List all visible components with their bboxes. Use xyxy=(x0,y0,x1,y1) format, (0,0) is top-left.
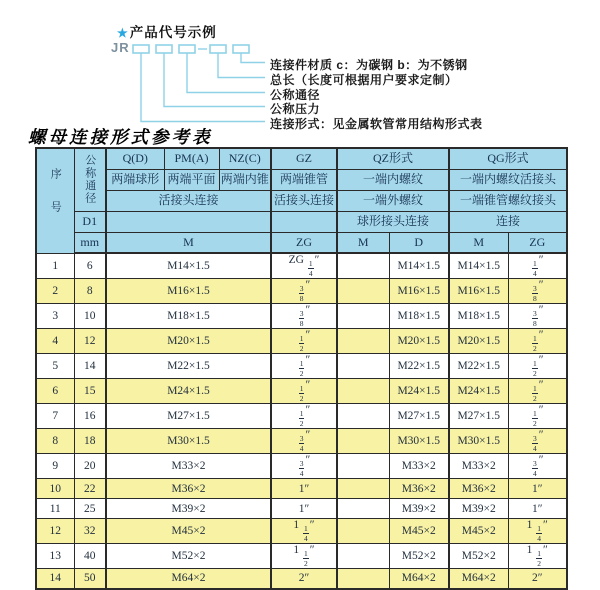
header-conn-qg: 一端锥管螺纹接头 xyxy=(449,190,567,211)
cell-seq: 6 xyxy=(36,379,74,404)
cell-qg-m: M64×2 xyxy=(449,569,508,589)
header-desc-pma: 两端平面 xyxy=(164,169,219,190)
table-row xyxy=(36,479,567,499)
cell-gz: ZG $\frac{1}{4}$ ″ xyxy=(271,253,337,279)
code-box-4 xyxy=(210,45,226,53)
cell-qg-m: M20×1.5 xyxy=(449,329,508,354)
header-desc-qg: 一端内螺纹活接头 xyxy=(449,169,567,190)
cell-dn: 15 xyxy=(74,379,106,404)
cell-qz-m xyxy=(337,404,389,429)
cell-seq: 12 xyxy=(36,519,74,544)
cell-qz-m xyxy=(337,304,389,329)
header-conn: 连接 xyxy=(449,211,567,232)
cell-qz-m xyxy=(337,354,389,379)
cell-qg-zg: 2″ xyxy=(508,569,567,589)
cell-dn: 14 xyxy=(74,354,106,379)
cell-seq: 13 xyxy=(36,544,74,569)
code-box-2 xyxy=(156,45,172,53)
cell-qz-d: M22×1.5 xyxy=(389,354,449,379)
unit-m-qg: M xyxy=(449,232,508,253)
table-row xyxy=(36,354,567,379)
cell-qg-zg: 1 $\frac{1}{2}$ ″ xyxy=(508,544,567,569)
cell-qz-m xyxy=(337,499,389,519)
star-icon: ★ xyxy=(117,26,128,40)
table-row xyxy=(36,544,567,569)
header-conn-qz: 一端外螺纹 xyxy=(337,190,449,211)
table-row xyxy=(36,404,567,429)
cell-gz: 1 $\frac{1}{2}$ ″ xyxy=(271,544,337,569)
cell-qg-m: M36×2 xyxy=(449,479,508,499)
cell-qg-zg: $\frac{1}{2}$ ″ xyxy=(508,379,567,404)
cell-qz-d: M36×2 xyxy=(389,479,449,499)
cell-dn: 22 xyxy=(74,479,106,499)
cell-qz-m xyxy=(337,279,389,304)
unit-zg-gz: ZG xyxy=(271,232,337,253)
cell-qz-d: M18×1.5 xyxy=(389,304,449,329)
cell-m: M16×1.5 xyxy=(106,279,271,304)
cell-seq: 8 xyxy=(36,429,74,454)
cell-qz-m xyxy=(337,379,389,404)
cell-qz-d: M20×1.5 xyxy=(389,329,449,354)
col-header-mm: mm xyxy=(74,232,106,253)
diagram-title-text: 产品代号示例 xyxy=(129,25,217,40)
cell-m: M36×2 xyxy=(106,479,271,499)
cell-qg-zg: $\frac{1}{2}$ ″ xyxy=(508,329,567,354)
code-label-material: 连接件材质 c：为碳钢 b：为不锈钢 xyxy=(270,58,468,72)
cell-qz-m xyxy=(337,569,389,589)
cell-gz: 1″ xyxy=(271,479,337,499)
code-box-1 xyxy=(133,45,149,53)
header-desc-nzc: 两端内锥 xyxy=(219,169,271,190)
leader-line-3 xyxy=(187,53,265,93)
table-row xyxy=(36,454,567,479)
cell-qg-m: M30×1.5 xyxy=(449,429,508,454)
cell-m: M14×1.5 xyxy=(106,253,271,279)
cell-gz: $\frac{1}{2}$ ″ xyxy=(271,354,337,379)
code-prefix: JR xyxy=(111,40,130,55)
cell-qg-zg: $\frac{1}{4}$ ″ xyxy=(508,253,567,279)
unit-zg-qg: ZG xyxy=(508,232,567,253)
cell-qz-d: M24×1.5 xyxy=(389,379,449,404)
code-box-3 xyxy=(179,45,195,53)
col-header-seq: 序号 xyxy=(36,148,74,253)
code-label-connection: 连接形式：见金属软管常用结构形式表 xyxy=(270,117,483,131)
cell-qg-zg: $\frac{3}{4}$ ″ xyxy=(508,429,567,454)
cell-qg-m: M18×1.5 xyxy=(449,304,508,329)
cell-seq: 7 xyxy=(36,404,74,429)
cell-qg-m: M14×1.5 xyxy=(449,253,508,279)
header-ball-conn: 球形接头连接 xyxy=(337,211,449,232)
header-desc-gz: 两端锥管 xyxy=(271,169,337,190)
header-blank-a xyxy=(106,211,271,232)
col-header-qz: QZ形式 xyxy=(337,148,449,169)
cell-qz-d: M64×2 xyxy=(389,569,449,589)
col-header-nzc: NZ(C) xyxy=(219,148,271,169)
cell-qg-zg: 1″ xyxy=(508,499,567,519)
table-row xyxy=(36,253,567,279)
cell-m: M30×1.5 xyxy=(106,429,271,454)
unit-d-qz: D xyxy=(389,232,449,253)
header-desc-qd: 两端球形 xyxy=(106,169,164,190)
col-header-dn: 公称通径 xyxy=(74,148,106,211)
cell-qg-zg: $\frac{3}{8}$ ″ xyxy=(508,304,567,329)
cell-m: M39×2 xyxy=(106,499,271,519)
cell-qz-m xyxy=(337,429,389,454)
cell-seq: 9 xyxy=(36,454,74,479)
cell-gz: $\frac{1}{2}$ ″ xyxy=(271,329,337,354)
table-row xyxy=(36,329,567,354)
col-header-qd: Q(D) xyxy=(106,148,164,169)
cell-seq: 10 xyxy=(36,479,74,499)
cell-qg-m: M52×2 xyxy=(449,544,508,569)
cell-qz-d: M30×1.5 xyxy=(389,429,449,454)
cell-m: M45×2 xyxy=(106,519,271,544)
cell-dn: 25 xyxy=(74,499,106,519)
table-row xyxy=(36,279,567,304)
cell-gz: 1 $\frac{1}{4}$ ″ xyxy=(271,519,337,544)
cell-m: M20×1.5 xyxy=(106,329,271,354)
cell-seq: 5 xyxy=(36,354,74,379)
header-conn-gz: 活接头连接 xyxy=(271,190,337,211)
cell-m: M18×1.5 xyxy=(106,304,271,329)
leader-line-4 xyxy=(164,53,265,107)
code-label-length: 总长（长度可根据用户要求定制） xyxy=(270,73,458,87)
cell-qg-zg: 1″ xyxy=(508,479,567,499)
header-conn-a: 活接头连接 xyxy=(106,190,271,211)
cell-qg-m: M16×1.5 xyxy=(449,279,508,304)
cell-m: M27×1.5 xyxy=(106,404,271,429)
cell-gz: 1″ xyxy=(271,499,337,519)
code-box-5 xyxy=(233,45,249,53)
cell-m: M22×1.5 xyxy=(106,354,271,379)
cell-qg-m: M27×1.5 xyxy=(449,404,508,429)
table-body xyxy=(36,253,567,589)
cell-gz: $\frac{3}{8}$ ″ xyxy=(271,279,337,304)
cell-m: M64×2 xyxy=(106,569,271,589)
cell-dn: 6 xyxy=(74,253,106,279)
cell-qg-m: M39×2 xyxy=(449,499,508,519)
cell-seq: 3 xyxy=(36,304,74,329)
cell-dn: 8 xyxy=(74,279,106,304)
col-header-gz: GZ xyxy=(271,148,337,169)
table-row xyxy=(36,499,567,519)
cell-qz-d: M45×2 xyxy=(389,519,449,544)
table-row xyxy=(36,519,567,544)
cell-dn: 50 xyxy=(74,569,106,589)
cell-dn: 18 xyxy=(74,429,106,454)
cell-gz: $\frac{1}{2}$ ″ xyxy=(271,379,337,404)
col-header-qg: QG形式 xyxy=(449,148,567,169)
cell-seq: 14 xyxy=(36,569,74,589)
cell-dn: 40 xyxy=(74,544,106,569)
cell-dn: 12 xyxy=(74,329,106,354)
cell-qz-d: M14×1.5 xyxy=(389,253,449,279)
code-label-diameter: 公称通径 xyxy=(270,88,321,102)
cell-qg-zg: $\frac{1}{2}$ ″ xyxy=(508,404,567,429)
cell-gz: $\frac{1}{2}$ ″ xyxy=(271,404,337,429)
cell-qg-m: M45×2 xyxy=(449,519,508,544)
table-row xyxy=(36,304,567,329)
cell-qg-zg: 1 $\frac{1}{4}$ ″ xyxy=(508,519,567,544)
cell-dn: 20 xyxy=(74,454,106,479)
cell-qg-zg: $\frac{1}{2}$ ″ xyxy=(508,354,567,379)
cell-qz-m xyxy=(337,544,389,569)
cell-seq: 4 xyxy=(36,329,74,354)
reference-table xyxy=(35,147,568,590)
cell-qz-m xyxy=(337,479,389,499)
leader-line-5 xyxy=(141,53,265,122)
cell-qz-d: M39×2 xyxy=(389,499,449,519)
header-blank-gz xyxy=(271,211,337,232)
unit-m-qz: M xyxy=(337,232,389,253)
cell-seq: 2 xyxy=(36,279,74,304)
table-row xyxy=(36,429,567,454)
cell-qg-m: M24×1.5 xyxy=(449,379,508,404)
table-row xyxy=(36,379,567,404)
cell-qz-m xyxy=(337,454,389,479)
cell-dn: 10 xyxy=(74,304,106,329)
cell-gz: $\frac{3}{8}$ ″ xyxy=(271,304,337,329)
cell-qz-d: M52×2 xyxy=(389,544,449,569)
cell-gz: $\frac{3}{4}$ ″ xyxy=(271,454,337,479)
cell-qz-m xyxy=(337,329,389,354)
cell-m: M52×2 xyxy=(106,544,271,569)
code-label-pressure: 公称压力 xyxy=(270,102,321,116)
cell-qg-zg: $\frac{3}{8}$ ″ xyxy=(508,279,567,304)
cell-qg-m: M22×1.5 xyxy=(449,354,508,379)
cell-m: M33×2 xyxy=(106,454,271,479)
cell-dn: 32 xyxy=(74,519,106,544)
cell-gz: 2″ xyxy=(271,569,337,589)
cell-gz: $\frac{3}{4}$ ″ xyxy=(271,429,337,454)
cell-qz-d: M16×1.5 xyxy=(389,279,449,304)
unit-m-main: M xyxy=(106,232,271,253)
col-header-pma: PM(A) xyxy=(164,148,219,169)
cell-qz-m xyxy=(337,253,389,279)
table-row xyxy=(36,569,567,589)
table-title: 螺母连接形式参考表 xyxy=(28,127,213,147)
col-header-d1: D1 xyxy=(74,211,106,232)
header-desc-qz: 一端内螺纹 xyxy=(337,169,449,190)
cell-qz-d: M33×2 xyxy=(389,454,449,479)
cell-qz-d: M27×1.5 xyxy=(389,404,449,429)
cell-qg-zg: $\frac{3}{4}$ ″ xyxy=(508,454,567,479)
leader-line-1 xyxy=(241,53,265,63)
cell-dn: 16 xyxy=(74,404,106,429)
cell-qg-m: M33×2 xyxy=(449,454,508,479)
cell-qz-m xyxy=(337,519,389,544)
cell-seq: 1 xyxy=(36,253,74,279)
cell-seq: 11 xyxy=(36,499,74,519)
cell-m: M24×1.5 xyxy=(106,379,271,404)
